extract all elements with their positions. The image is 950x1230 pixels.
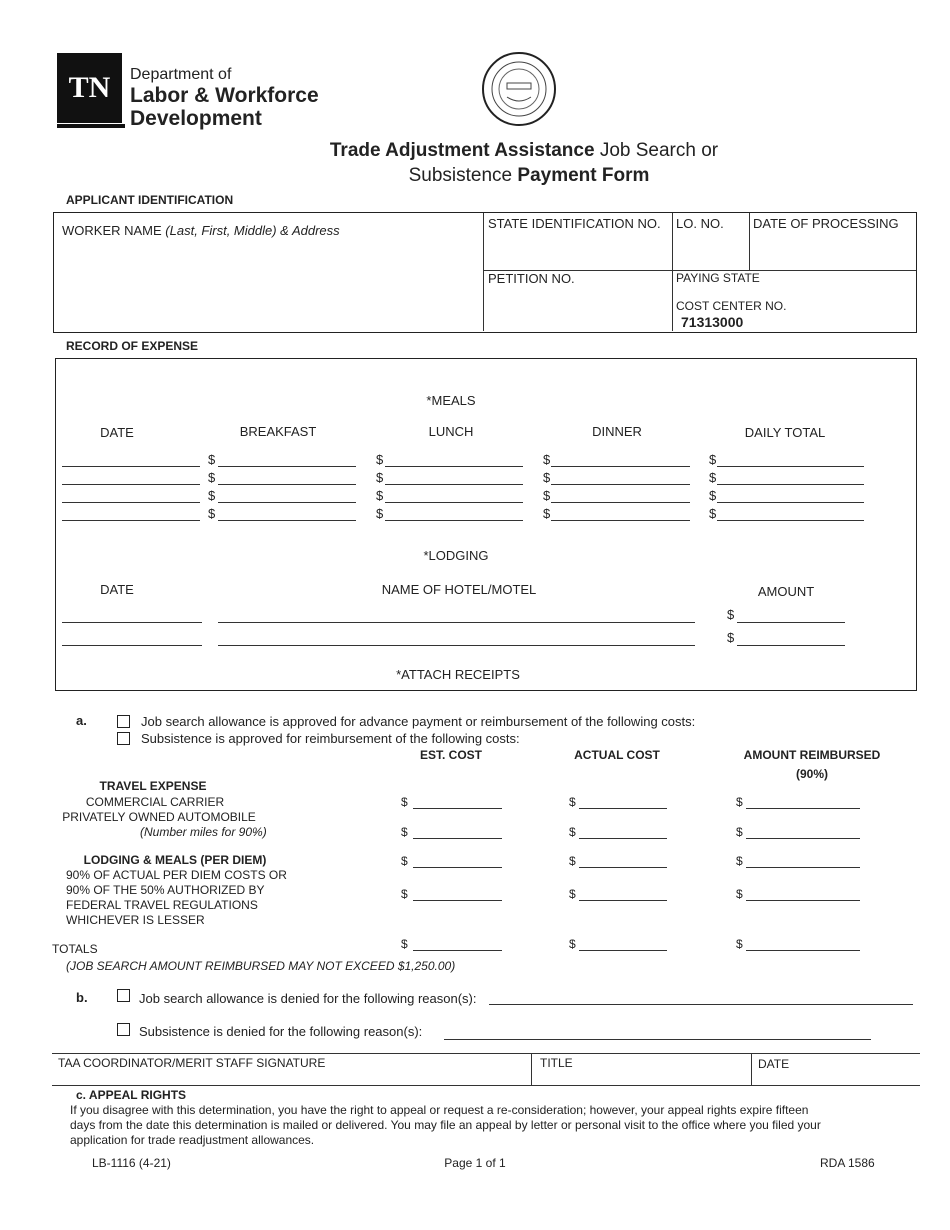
subsistence-denied-text: Subsistence is denied for the following reason(s):	[139, 1024, 423, 1039]
lodging-title: *LODGING	[423, 548, 489, 563]
job-search-denied-text: Job search allowance is denied for the following reason(s):	[139, 991, 477, 1006]
currency-sign: $	[543, 470, 551, 485]
est-cost-line[interactable]	[413, 838, 502, 839]
lm-line2: 90% OF THE 50% AUTHORIZED BY	[66, 883, 265, 897]
currency-sign: $	[208, 452, 216, 467]
form-number: LB-1116 (4-21)	[92, 1156, 171, 1170]
hotel-name-line[interactable]	[218, 622, 695, 623]
logo-mark-text: TN	[68, 71, 111, 104]
logo-underline	[57, 124, 125, 128]
currency-sign: $	[569, 825, 576, 839]
date-field[interactable]: DATE	[758, 1057, 790, 1071]
actual-cost-line[interactable]	[579, 867, 667, 868]
actual-cost-line[interactable]	[579, 900, 667, 901]
amount-reimbursed-line[interactable]	[746, 900, 860, 901]
col-amount-reimbursed: AMOUNT REIMBURSED	[743, 748, 881, 762]
worker-name-field[interactable]: WORKER NAME (Last, First, Middle) & Address	[62, 223, 340, 238]
daily-total-amount-line[interactable]	[717, 502, 864, 503]
state-seal-icon	[481, 51, 557, 127]
dept-line2: Labor & Workforce	[130, 84, 319, 107]
expense-box	[55, 358, 917, 691]
currency-sign: $	[727, 607, 735, 622]
date-processing-field[interactable]: DATE OF PROCESSING	[753, 216, 899, 231]
applicant-section-label: APPLICANT IDENTIFICATION	[66, 193, 234, 207]
lodging-header-hotel: NAME OF HOTEL/MOTEL	[381, 582, 537, 597]
meal-date-line[interactable]	[62, 484, 200, 485]
subsistence-approved-checkbox[interactable]	[117, 732, 130, 745]
est-cost-line[interactable]	[413, 808, 502, 809]
amount-reimbursed-line[interactable]	[746, 808, 860, 809]
lunch-amount-line[interactable]	[385, 520, 523, 521]
rda-number: RDA 1586	[820, 1156, 875, 1170]
divider	[751, 1053, 752, 1085]
amount-reimbursed-line[interactable]	[746, 950, 860, 951]
currency-sign: $	[736, 825, 743, 839]
currency-sign: $	[736, 854, 743, 868]
currency-sign: $	[401, 887, 408, 901]
section-b-label: b.	[76, 990, 88, 1005]
currency-sign: $	[709, 506, 717, 521]
meals-title: *MEALS	[426, 393, 476, 408]
signature-field[interactable]: TAA COORDINATOR/MERIT STAFF SIGNATURE	[58, 1056, 326, 1070]
actual-cost-line[interactable]	[579, 838, 667, 839]
subsistence-denied-checkbox[interactable]	[117, 1023, 130, 1036]
currency-sign: $	[401, 795, 408, 809]
lm-line4: WHICHEVER IS LESSER	[66, 913, 205, 927]
lo-no-field[interactable]: LO. NO.	[676, 216, 724, 231]
meal-date-line[interactable]	[62, 520, 200, 521]
job-search-denied-reason-line[interactable]	[489, 1004, 913, 1005]
currency-sign: $	[543, 452, 551, 467]
currency-sign: $	[376, 488, 384, 503]
divider	[483, 213, 484, 331]
section-a-label: a.	[76, 713, 87, 728]
divider	[749, 213, 750, 270]
col-actual-cost: ACTUAL COST	[574, 748, 660, 762]
expense-section-label: RECORD OF EXPENSE	[66, 339, 199, 353]
meal-date-line[interactable]	[62, 466, 200, 467]
col-est-cost: EST. COST	[419, 748, 483, 762]
est-cost-line[interactable]	[413, 950, 502, 951]
breakfast-amount-line[interactable]	[218, 466, 356, 467]
dinner-amount-line[interactable]	[551, 466, 690, 467]
currency-sign: $	[543, 488, 551, 503]
subsistence-approved-text: Subsistence is approved for reimbursement of the following costs:	[141, 731, 520, 746]
miles-note: (Number miles for 90%)	[140, 825, 267, 839]
lm-line3: FEDERAL TRAVEL REGULATIONS	[66, 898, 258, 912]
lodging-header-amount: AMOUNT	[757, 584, 815, 599]
job-search-approved-checkbox[interactable]	[117, 715, 130, 728]
dinner-amount-line[interactable]	[551, 502, 690, 503]
est-cost-line[interactable]	[413, 900, 502, 901]
title-field[interactable]: TITLE	[540, 1056, 573, 1070]
currency-sign: $	[401, 825, 408, 839]
currency-sign: $	[709, 488, 717, 503]
daily-total-amount-line[interactable]	[717, 520, 864, 521]
meal-header-date: DATE	[100, 425, 134, 440]
amount-reimbursed-line[interactable]	[746, 867, 860, 868]
lunch-amount-line[interactable]	[385, 466, 523, 467]
totals-label: TOTALS	[52, 942, 98, 956]
appeal-title: c. APPEAL RIGHTS	[76, 1088, 187, 1102]
currency-sign: $	[401, 854, 408, 868]
dept-line3: Development	[130, 107, 262, 130]
currency-sign: $	[208, 470, 216, 485]
cost-center-label: COST CENTER NO.	[676, 299, 787, 313]
totals-note: (JOB SEARCH AMOUNT REIMBURSED MAY NOT EXCEED $1,250.00)	[66, 959, 456, 973]
currency-sign: $	[736, 937, 743, 951]
breakfast-amount-line[interactable]	[218, 502, 356, 503]
hotel-name-line[interactable]	[218, 645, 695, 646]
appeal-line1: If you disagree with this determination, you have the right to appeal or request a re-consideration; however, your appeal rights expire fifteen	[70, 1103, 809, 1117]
currency-sign: $	[401, 937, 408, 951]
currency-sign: $	[376, 506, 384, 521]
form-title-line2: Subsistence Payment Form	[408, 165, 650, 186]
currency-sign: $	[569, 795, 576, 809]
divider	[531, 1053, 532, 1085]
currency-sign: $	[736, 887, 743, 901]
currency-sign: $	[569, 854, 576, 868]
lodging-date-line[interactable]	[62, 622, 202, 623]
job-search-approved-text: Job search allowance is approved for advance payment or reimbursement of the following costs:	[141, 714, 696, 729]
dinner-amount-line[interactable]	[551, 484, 690, 485]
paying-state-field[interactable]: PAYING STATE	[676, 271, 760, 285]
breakfast-amount-line[interactable]	[218, 520, 356, 521]
private-auto-label: PRIVATELY OWNED AUTOMOBILE	[62, 810, 256, 824]
divider	[52, 1085, 920, 1086]
currency-sign: $	[709, 470, 717, 485]
tn-logo-mark	[57, 53, 122, 123]
currency-sign: $	[208, 506, 216, 521]
lodging-header-date: DATE	[100, 582, 134, 597]
lodging-date-line[interactable]	[62, 645, 202, 646]
est-cost-line[interactable]	[413, 867, 502, 868]
petition-field[interactable]: PETITION NO.	[488, 271, 575, 286]
currency-sign: $	[709, 452, 717, 467]
lunch-amount-line[interactable]	[385, 502, 523, 503]
lodging-meals-title: LODGING & MEALS (PER DIEM)	[83, 853, 267, 867]
dept-line1: Department of	[130, 66, 232, 83]
lodging-amount-line[interactable]	[737, 622, 845, 623]
meal-header-lunch: LUNCH	[428, 424, 474, 439]
commercial-carrier-label: COMMERCIAL CARRIER	[85, 795, 225, 809]
cost-center-value: 71313000	[681, 314, 744, 330]
travel-expense-title: TRAVEL EXPENSE	[99, 779, 207, 793]
breakfast-amount-line[interactable]	[218, 484, 356, 485]
currency-sign: $	[569, 887, 576, 901]
actual-cost-line[interactable]	[579, 950, 667, 951]
state-id-field[interactable]: STATE IDENTIFICATION NO.	[488, 216, 661, 231]
meal-header-dinner: DINNER	[592, 424, 642, 439]
lunch-amount-line[interactable]	[385, 484, 523, 485]
form-title-line1: Trade Adjustment Assistance Job Search or	[329, 140, 719, 161]
lodging-amount-line[interactable]	[737, 645, 845, 646]
currency-sign: $	[376, 470, 384, 485]
dinner-amount-line[interactable]	[551, 520, 690, 521]
lm-line1: 90% OF ACTUAL PER DIEM COSTS OR	[66, 868, 287, 882]
actual-cost-line[interactable]	[579, 808, 667, 809]
meal-header-daily-total: DAILY TOTAL	[744, 425, 826, 440]
amount-reimbursed-line[interactable]	[746, 838, 860, 839]
currency-sign: $	[376, 452, 384, 467]
daily-total-amount-line[interactable]	[717, 484, 864, 485]
col-reimbursed-pct: (90%)	[795, 767, 829, 781]
subsistence-denied-reason-line[interactable]	[444, 1039, 871, 1040]
page-number: Page 1 of 1	[444, 1156, 506, 1170]
divider	[52, 1053, 920, 1054]
meal-header-breakfast: BREAKFAST	[239, 424, 317, 439]
currency-sign: $	[727, 630, 735, 645]
attach-receipts-note: *ATTACH RECEIPTS	[396, 667, 520, 682]
currency-sign: $	[208, 488, 216, 503]
currency-sign: $	[543, 506, 551, 521]
job-search-denied-checkbox[interactable]	[117, 989, 130, 1002]
currency-sign: $	[569, 937, 576, 951]
daily-total-amount-line[interactable]	[717, 466, 864, 467]
currency-sign: $	[736, 795, 743, 809]
appeal-line3: application for trade readjustment allowances.	[70, 1133, 315, 1147]
divider	[672, 213, 673, 331]
appeal-line2: days from the date this determination is mailed or delivered. You may file an appeal by letter or personal visit to the office where you filed your	[70, 1118, 821, 1132]
meal-date-line[interactable]	[62, 502, 200, 503]
